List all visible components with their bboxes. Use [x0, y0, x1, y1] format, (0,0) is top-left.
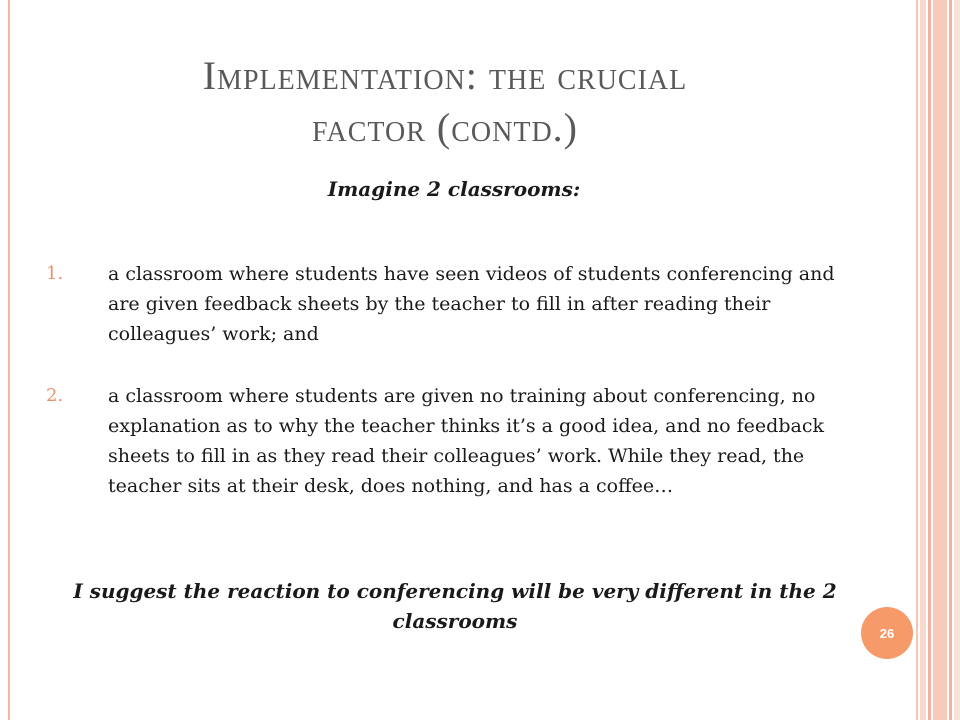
stripe	[949, 0, 952, 720]
slide-title	[60, 50, 830, 154]
list-item-text: a classroom where students are given no training about conferencing, no explanation as to why the teacher thinks it’s a good idea, and no feedback sheets to fill in as they read their colleagues’ work. While they read, the teacher sits at their desk, does nothing, and has a coffee…	[108, 385, 824, 497]
stripe	[954, 0, 960, 720]
right-decorative-stripes	[916, 0, 960, 720]
conclusion-text: I suggest the reaction to conferencing will be very different in the 2 classrooms	[73, 579, 837, 633]
list-item-text: a classroom where students have seen videos of students conferencing and are given feedback sheets by the teacher to fill in after reading their colleagues’ work; and	[108, 263, 835, 345]
list-item	[46, 259, 856, 349]
slide-subtitle: Imagine 2 classrooms:	[327, 177, 581, 201]
left-frame-line	[8, 0, 10, 720]
list-item-number: 2.	[46, 385, 64, 406]
numbered-list	[46, 259, 856, 501]
stripe	[920, 0, 926, 720]
stripe	[928, 0, 931, 720]
list-item	[46, 381, 856, 501]
page-number-badge	[861, 607, 913, 659]
stripe	[933, 0, 947, 720]
stripe	[916, 0, 918, 720]
list-item-number: 1.	[46, 263, 64, 284]
page-number: 26	[879, 625, 895, 641]
title-line-1: Implementation: the crucial	[202, 53, 688, 98]
title-line-2: factor (contd.)	[312, 105, 578, 150]
